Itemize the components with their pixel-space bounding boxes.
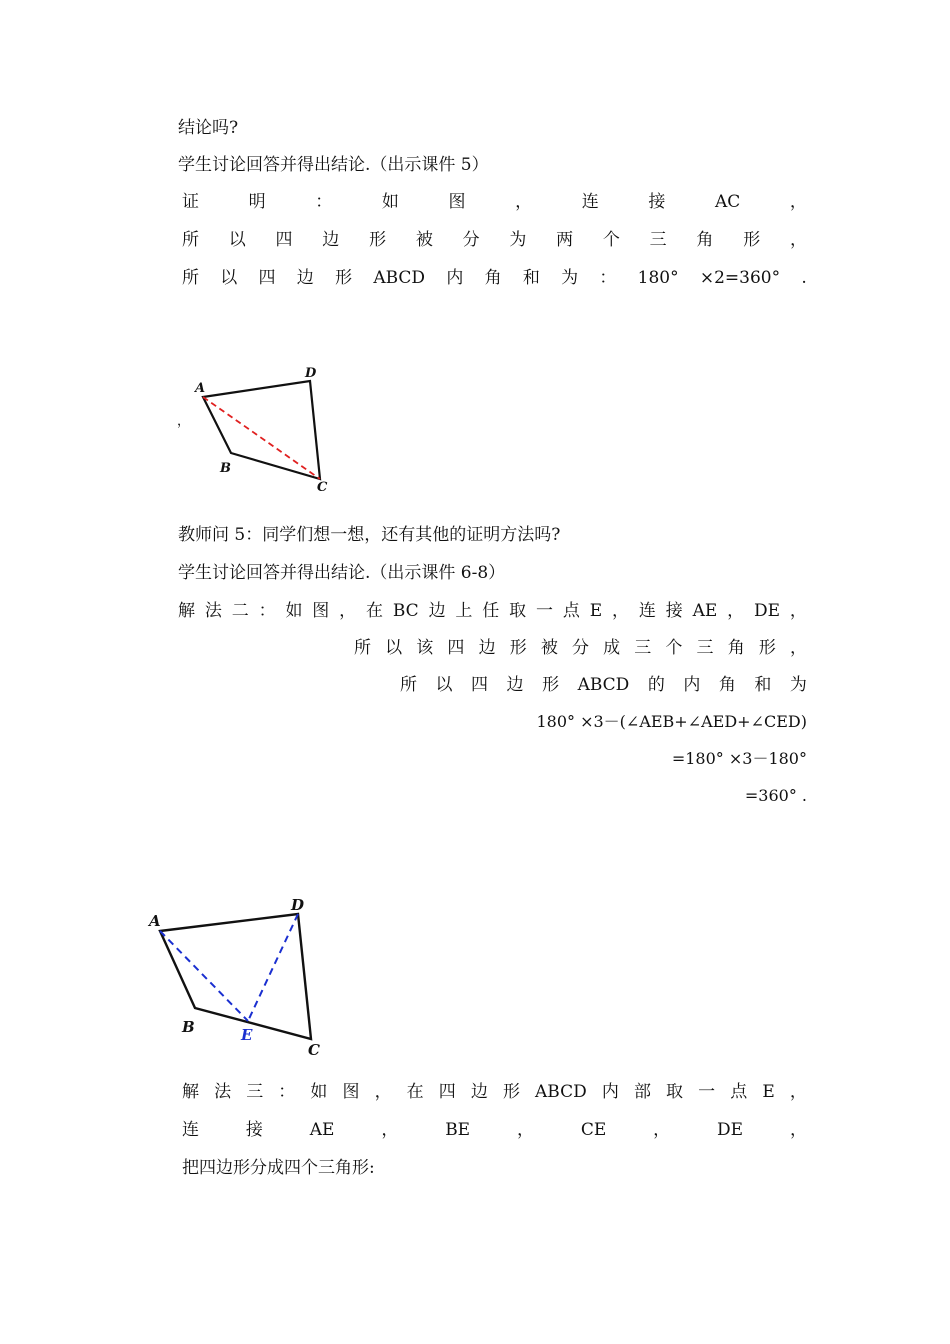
text-token: ， (374, 1082, 392, 1102)
text-token: ， (789, 1082, 807, 1102)
text-token: 内 (683, 675, 701, 695)
text-token: 角 (727, 638, 745, 658)
text-token: 以 (220, 268, 238, 288)
text-token: 形 (758, 638, 776, 658)
label-d: D (291, 896, 305, 914)
text-token: BE (445, 1120, 471, 1140)
text-token: ： (258, 601, 276, 621)
label-d: D (305, 366, 317, 381)
proof1-line-1 (182, 190, 807, 214)
text-token: 一 (536, 601, 553, 621)
method2-line-3 (400, 673, 807, 697)
text-token: AE (309, 1120, 335, 1140)
text-token: ， (515, 192, 533, 212)
text-token: 二 (231, 601, 249, 621)
text-token: 和 (522, 268, 540, 288)
method3-line-3: 把四边形分成四个三角形: (182, 1158, 375, 1178)
text-token: 图 (342, 1082, 360, 1102)
text-token: 成 (603, 638, 621, 658)
text-token: 点 (730, 1082, 748, 1102)
proof1-line-3 (182, 266, 807, 290)
text-token: ： (315, 192, 333, 212)
label-e: E (241, 1026, 253, 1044)
text-token: ABCD (373, 268, 426, 288)
text-token: 形 (509, 638, 527, 658)
text-token: 边 (322, 230, 340, 250)
text-token: 两 (556, 230, 574, 250)
paragraph-discussion-1: 学生讨论回答并得出结论.（出示课件 5） (178, 155, 489, 175)
text-token: 被 (540, 638, 558, 658)
figure-quadrilateral-point-e-on-bc (145, 895, 345, 1065)
stray-comma: ， (177, 414, 191, 429)
label-b: B (220, 461, 231, 476)
text-token: ， (789, 192, 807, 212)
paragraph-question-end: 结论吗? (178, 118, 239, 138)
proof1-line-2 (182, 228, 807, 252)
text-token: ， (789, 1120, 807, 1140)
text-token: 三 (696, 638, 714, 658)
text-token: 被 (415, 230, 433, 250)
text-token: 部 (633, 1082, 651, 1102)
text-token: 连 (638, 601, 656, 621)
text-token: ， (789, 638, 807, 658)
text-token: 所 (354, 638, 371, 658)
text-token: 三 (649, 230, 667, 250)
segment-ae (160, 931, 248, 1021)
text-token: 四 (447, 638, 465, 658)
text-token: BC (392, 601, 419, 621)
text-token: 分 (571, 638, 589, 658)
label-b: B (182, 1018, 195, 1036)
text-token: 的 (647, 675, 665, 695)
text-token: ， (789, 601, 807, 621)
text-token: 明 (248, 192, 266, 212)
text-token: 角 (484, 268, 502, 288)
text-token: 点 (562, 601, 580, 621)
method3-line-2 (182, 1118, 807, 1142)
text-token: 内 (446, 268, 464, 288)
text-token: ： (599, 268, 617, 288)
text-token: 图 (448, 192, 466, 212)
text-token: 个 (665, 638, 683, 658)
method2-formula-line-2: =180° ×3－180° (671, 749, 807, 768)
text-token: 如 (310, 1082, 328, 1102)
label-a: A (149, 912, 161, 930)
text-token: 分 (462, 230, 480, 250)
text-token: ， (727, 601, 745, 621)
text-token: 内 (601, 1082, 619, 1102)
text-token: 以 (435, 675, 453, 695)
text-token: 上 (455, 601, 473, 621)
label-c: C (308, 1041, 320, 1059)
text-token: 个 (602, 230, 620, 250)
method2-line-2 (354, 636, 807, 660)
text-token: 边 (470, 1082, 488, 1102)
text-token: 解 (182, 1082, 199, 1102)
text-token: 在 (366, 601, 384, 621)
text-token: E (762, 1082, 775, 1102)
text-token: E (589, 601, 603, 621)
text-token: 形 (369, 230, 387, 250)
text-token: 为 (561, 268, 579, 288)
text-token: 接 (648, 192, 666, 212)
text-token: 所 (182, 268, 199, 288)
text-token: 为 (509, 230, 527, 250)
text-token: 连 (182, 1120, 199, 1140)
text-token: 四 (258, 268, 276, 288)
text-token: 法 (204, 601, 222, 621)
text-token: 形 (743, 230, 761, 250)
text-token: DE (753, 601, 781, 621)
text-token: 取 (509, 601, 527, 621)
text-token: 和 (754, 675, 772, 695)
text-token: 证 (182, 192, 199, 212)
text-token: 连 (581, 192, 599, 212)
paragraph-discussion-2: 学生讨论回答并得出结论.（出示课件 6-8） (178, 563, 506, 583)
text-token: 接 (665, 601, 683, 621)
text-token: 四 (438, 1082, 456, 1102)
text-token: 一 (698, 1082, 716, 1102)
text-token: CE (580, 1120, 607, 1140)
text-token: 所 (400, 675, 417, 695)
text-token: 形 (335, 268, 353, 288)
method2-formula-line-1: 180° ×3－(∠AEB+∠AED+∠CED) (536, 712, 807, 731)
text-token: 法 (214, 1082, 232, 1102)
text-token: 在 (406, 1082, 424, 1102)
text-token: ×2=360° (699, 268, 781, 288)
text-token: AC (715, 192, 741, 212)
text-token: 边 (478, 638, 496, 658)
text-token: AE (692, 601, 718, 621)
label-c: C (317, 480, 328, 495)
segment-de (248, 914, 298, 1021)
text-token: 四 (275, 230, 293, 250)
text-token: 为 (789, 675, 807, 695)
text-token: 接 (245, 1120, 263, 1140)
text-token: ： (278, 1082, 296, 1102)
text-token: ， (789, 230, 807, 250)
text-token: 角 (696, 230, 714, 250)
method3-line-1 (182, 1080, 807, 1104)
text-token: 取 (666, 1082, 684, 1102)
teacher-question-5: 教师问 5：同学们想一想，还有其他的证明方法吗? (178, 525, 561, 545)
text-token: ， (381, 1120, 399, 1140)
text-token: 以 (228, 230, 246, 250)
text-token: 角 (718, 675, 736, 695)
text-token: 三 (246, 1082, 264, 1102)
text-token: 如 (285, 601, 303, 621)
text-token: 以 (385, 638, 403, 658)
text-token: 边 (296, 268, 314, 288)
text-token: 形 (542, 675, 560, 695)
text-token: 该 (416, 638, 434, 658)
text-token: DE (717, 1120, 744, 1140)
text-token: ， (653, 1120, 671, 1140)
text-token: 如 (381, 192, 399, 212)
text-token: . (801, 268, 807, 288)
text-token: ， (516, 1120, 534, 1140)
text-token: 任 (482, 601, 500, 621)
text-token: 解 (178, 601, 195, 621)
label-a: A (195, 381, 206, 396)
method2-formula-line-3: =360° . (744, 786, 807, 805)
text-token: 四 (471, 675, 489, 695)
text-token: 180° (637, 268, 679, 288)
text-token: ， (339, 601, 357, 621)
text-token: 形 (502, 1082, 520, 1102)
method2-line-1 (178, 599, 807, 623)
text-token: ， (612, 601, 629, 621)
text-token: 三 (634, 638, 652, 658)
text-token: 边 (428, 601, 446, 621)
text-token: ABCD (577, 675, 630, 695)
text-token: 图 (312, 601, 330, 621)
text-token: 所 (182, 230, 199, 250)
text-token: 边 (506, 675, 524, 695)
text-token: ABCD (535, 1082, 587, 1102)
figure-quadrilateral-diagonal-ac (175, 365, 345, 495)
